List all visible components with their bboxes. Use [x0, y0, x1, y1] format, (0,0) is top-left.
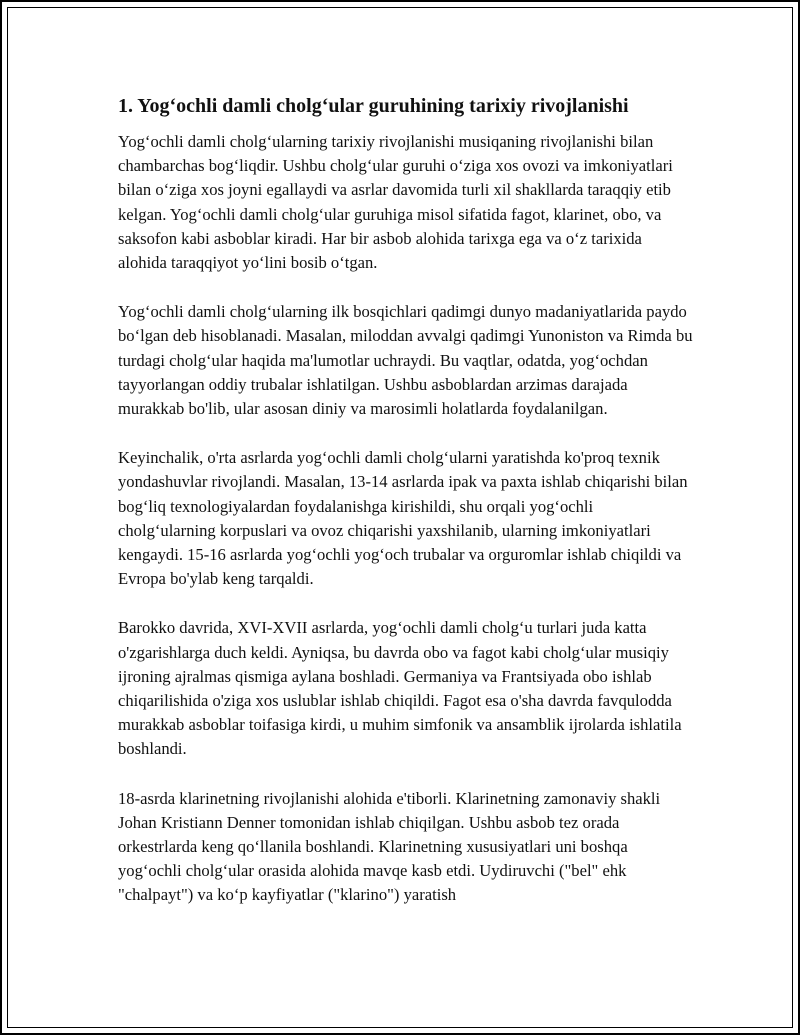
section-heading: 1. Yog‘ochli damli cholg‘ular guruhining tarixiy rivojlanishi: [118, 95, 629, 117]
document-body: [118, 92, 693, 933]
paragraph-3: Keyinchalik, o'rta asrlarda yog‘ochli damli cholg‘ularni yaratishda ko'proq texnik yondashuvlar rivojlandi. Masalan, 13-14 asrlarda ipak va paxta ishlab chiqarishi bilan bog‘liq texnologiyalardan foydalanishga kirishildi, shu orqali yog‘ochli cholg‘ularning korpuslari va ovoz chiqarishi yaxshilanib, ularning imkoniyatlari kengaydi. 15-16 asrlarda yog‘ochli yog‘och trubalar va orguromlar ishlab chiqildi va Evropa bo'ylab keng tarqaldi.: [118, 448, 688, 589]
paragraph-2: Yog‘ochli damli cholg‘ularning ilk bosqichlari qadimgi dunyo madaniyatlarida paydo bo‘lgan deb hisoblanadi. Masalan, miloddan avvalgi qadimgi Yunoniston va Rimda bu turdagi cholg‘ular haqida ma'lumotlar uchraydi. Bu vaqtlar, odatda, yog‘ochdan tayyorlangan oddiy trubalar ishlatilgan. Ushbu asboblardan arzimas darajada murakkab bo'lib, ular asosan diniy va marosimli holatlarda foydalanilgan.: [118, 302, 693, 419]
paragraph-1: Yog‘ochli damli cholg‘ularning tarixiy rivojlanishi musiqaning rivojlanishi bilan chambarchas bog‘liqdir. Ushbu cholg‘ular guruhi o‘ziga xos ovozi va imkoniyatlari bilan o‘ziga xos joyni egallaydi va asrlar davomida turli xil shakllarda taraqqiy etib kelgan. Yog‘ochli damli cholg‘ular guruhiga misol sifatida fagot, klarinet, obo, va saksofon kabi asboblar kiradi. Har bir asbob alohida tarixga ega va o‘z tarixida alohida taraqqiyot yo‘lini bosib o‘tgan.: [118, 132, 673, 273]
paragraph-5: 18-asrda klarinetning rivojlanishi alohida e'tiborli. Klarinetning zamonaviy shakli Johan Kristiann Denner tomonidan ishlab chiqilgan. Ushbu asbob tez orada orkestrlarda keng qo‘llanila boshlandi. Klarinetning xususiyatlari uni boshqa yog‘ochli cholg‘ular orasida alohida mavqe kasb etdi. Uydiruvchi ("bel" ehk "chalpayt") va ko‘p kayfiyatlar ("klarino") yaratish: [118, 788, 661, 905]
paragraph-4: Barokko davrida, XVI-XVII asrlarda, yog‘ochli damli cholg‘u turlari juda katta o'zgarishlarga duch keldi. Ayniqsa, bu davrda obo va fagot kabi cholg‘ular musiqiy ijroning ajralmas qismiga aylana boshladi. Germaniya va Frantsiyada obo ishlab chiqarilishida o'ziga xos uslublar ishlab chiqildi. Fagot esa o'sha davrda favqulodda murakkab asboblar toifasiga kirdi, u muhim simfonik va ansamblik ijrolarda ishlatila boshlandi.: [118, 618, 682, 759]
